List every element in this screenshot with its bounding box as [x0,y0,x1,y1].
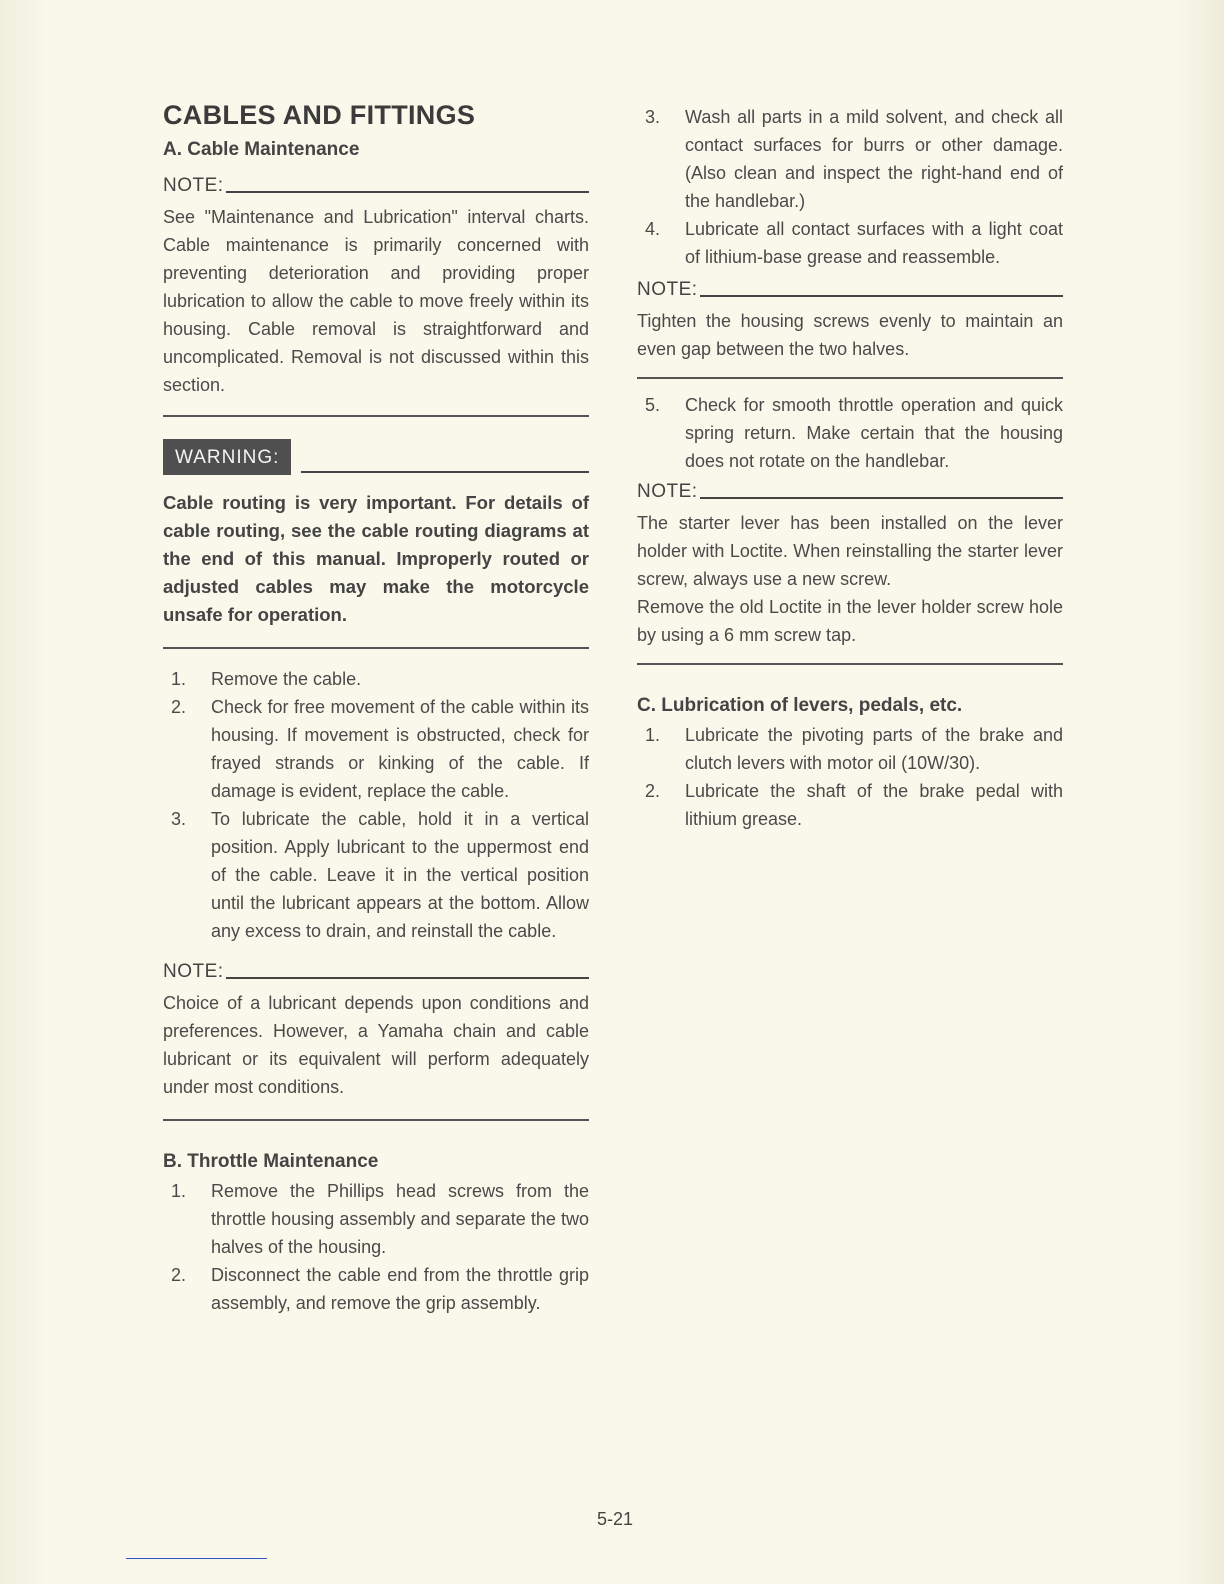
list-item [163,693,589,805]
step-text: Check for smooth throttle operation and quick spring return. Make certain that the housing does not rotate on the handlebar. [685,395,1063,471]
section-b-heading: B. Throttle Maintenance [163,1151,379,1172]
list-item [163,1261,589,1317]
section-divider [163,415,589,417]
step-number: 1. [171,1181,187,1201]
note-header [637,279,1063,301]
step-number: 2. [645,781,661,801]
left-column [163,100,589,1317]
step-number: 2. [171,1265,187,1285]
section-c-heading: C. Lubrication of levers, pedals, etc. [637,695,963,716]
cable-steps-list [163,665,589,945]
list-item [637,721,1063,777]
warning-text: Cable routing is very important. For details of cable routing, see the cable routing diagrams at the end of this manual. Improperly routed or adjusted cables may make the motorcycle unsafe for operation. [163,492,589,625]
step-number: 1. [645,725,661,745]
note-header [163,961,589,983]
note-label: NOTE: [163,961,224,982]
list-item [163,665,589,693]
step-text: Lubricate the shaft of the brake pedal with lithium grease. [685,781,1063,829]
list-item [637,215,1063,271]
list-item [637,777,1063,833]
corner-line [126,1558,267,1559]
step-text: Lubricate the pivoting parts of the brake and clutch levers with motor oil (10W/30). [685,725,1063,773]
lubrication-steps-list [637,721,1063,833]
step-text: Remove the Phillips head screws from the throttle housing assembly and separate the two halves of the housing. [211,1181,589,1257]
step-number: 5. [645,395,661,415]
note-text: The starter lever has been installed on the lever holder with Loctite. When reinstalling the starter lever screw, always use a new screw. [637,513,1063,589]
section-a-heading: A. Cable Maintenance [163,139,360,160]
step-text: Disconnect the cable end from the throttle grip assembly, and remove the grip assembly. [211,1265,589,1313]
note-label: NOTE: [637,279,698,300]
note-text: Remove the old Loctite in the lever holder screw hole by using a 6 mm screw tap. [637,597,1063,645]
step-number: 3. [171,809,187,829]
list-item [637,391,1063,475]
list-item [163,805,589,945]
right-column [637,103,1063,833]
note-label: NOTE: [637,481,698,502]
list-item [637,103,1063,215]
page-title: CABLES AND FITTINGS [163,100,476,130]
step-number: 3. [645,107,661,127]
step-text: Lubricate all contact surfaces with a light coat of lithium-base grease and reassemble. [685,219,1063,267]
note-divider [226,191,589,193]
throttle-step-5 [637,391,1063,475]
note-divider [700,497,1063,499]
section-divider [163,647,589,649]
section-divider [637,377,1063,379]
section-divider [163,1119,589,1121]
step-text: Wash all parts in a mild solvent, and check all contact surfaces for burrs or other damage. (Also clean and inspect the right-hand end of the handlebar.) [685,107,1063,211]
step-text: To lubricate the cable, hold it in a vertical position. Apply lubricant to the uppermost end of the cable. Leave it in the vertical position until the lubricant appears at the bottom. Allow any excess to drain, and reinstall the cable. [211,809,589,941]
note-text: See "Maintenance and Lubrication" interval charts. Cable maintenance is primarily concerned with preventing deterioration and providing proper lubrication to allow the cable to move freely within its housing. Cable removal is straightforward and uncomplicated. Removal is not discussed within this section. [163,207,589,395]
note-header [163,175,589,197]
warning-header [163,439,589,475]
page-number: 5-21 [597,1509,634,1529]
throttle-steps-list-continued [637,103,1063,271]
note-divider [700,295,1063,297]
note-header [637,481,1063,503]
warning-divider [301,471,589,473]
warning-badge: WARNING: [163,439,291,475]
step-number: 1. [171,669,187,689]
step-number: 2. [171,697,187,717]
list-item [163,1177,589,1261]
note-text: Choice of a lubricant depends upon conditions and preferences. However, a Yamaha chain and cable lubricant or its equivalent will perform adequately under most conditions. [163,993,589,1097]
note-divider [226,977,589,979]
section-divider [637,663,1063,665]
step-text: Check for free movement of the cable within its housing. If movement is obstructed, check for frayed strands or kinking of the cable. If damage is evident, replace the cable. [211,697,589,801]
throttle-steps-list [163,1177,589,1317]
step-number: 4. [645,219,661,239]
note-label: NOTE: [163,175,224,196]
step-text: Remove the cable. [211,669,362,689]
note-text: Tighten the housing screws evenly to maintain an even gap between the two halves. [637,311,1063,359]
